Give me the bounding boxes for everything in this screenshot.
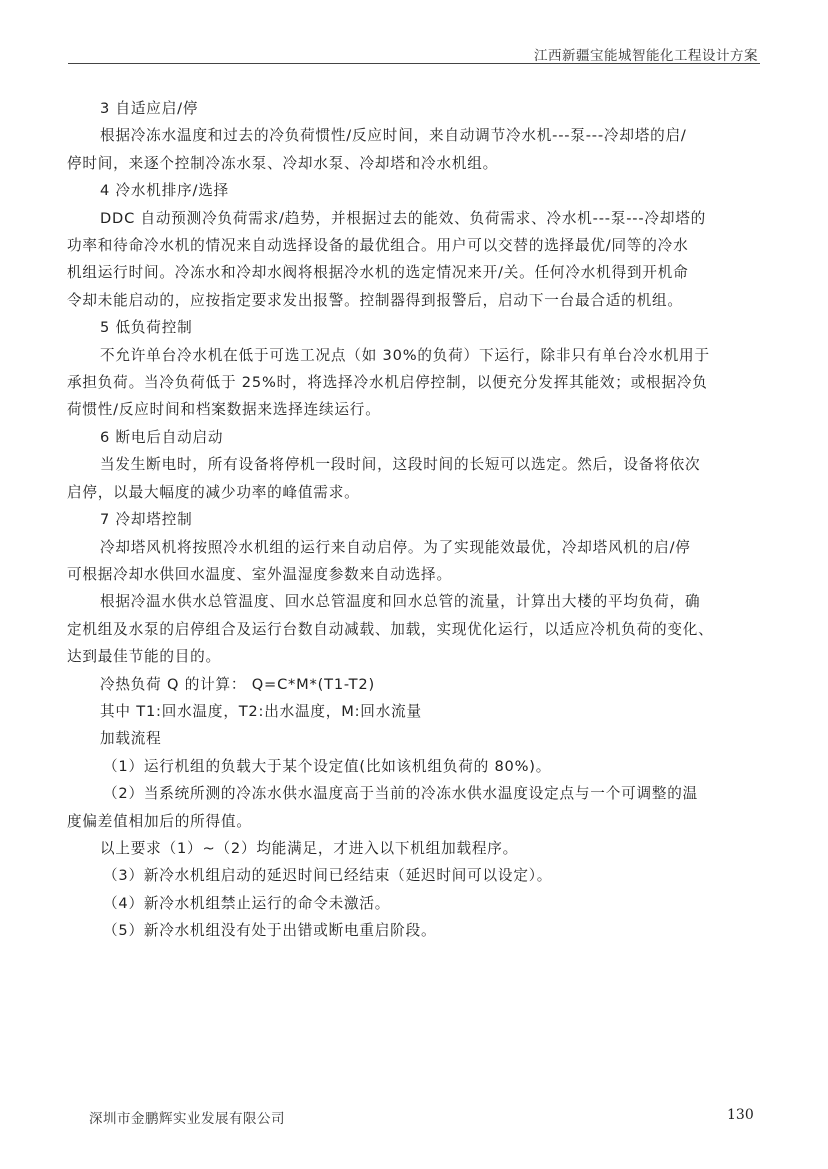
- body-paragraph-line: 当发生断电时，所有设备将停机一段时间，这段时间的长短可以选定。然后，设备将依次: [100, 456, 701, 474]
- footer-company-name: 深圳市金鹏辉实业发展有限公司: [89, 1111, 285, 1127]
- body-paragraph-line: 度偏差值相加后的所得值。: [67, 812, 252, 830]
- document-body: [67, 95, 772, 945]
- body-paragraph-line: DDC 自动预测冷负荷需求/趋势，并根据过去的能效、负荷需求、冷水机---泵---冷却塔的: [100, 209, 707, 227]
- body-paragraph-line: 停时间，来逐个控制冷冻水泵、冷却水泵、冷却塔和冷水机组。: [67, 154, 499, 172]
- section-heading-chiller-sequencing: 4 冷水机排序/选择: [100, 182, 229, 200]
- condition-item: （5）新冷水机组没有处于出错或断电重启阶段。: [103, 922, 437, 940]
- header-divider: [68, 63, 760, 64]
- document-header-title: 江西新疆宝能城智能化工程设计方案: [534, 48, 758, 64]
- body-paragraph-line: 功率和待命冷水机的情况来自动选择设备的最优组合。用户可以交替的选择最优/同等的冷水: [67, 237, 689, 255]
- body-paragraph-line: 令却未能启动的，应按指定要求发出报警。控制器得到报警后，启动下一台最合适的机组。: [67, 291, 683, 309]
- section-heading-adaptive-start-stop: 3 自适应启/停: [100, 100, 199, 117]
- body-paragraph-line: 机组运行时间。冷冻水和冷却水阀将根据冷水机的选定情况来开/关。任何冷水机得到开机命: [67, 264, 689, 282]
- condition-item: （3）新冷水机组启动的延迟时间已经结束（延迟时间可以设定）。: [103, 867, 553, 885]
- body-paragraph-line: 启停，以最大幅度的减少功率的峰值需求。: [67, 483, 360, 501]
- body-paragraph-line: 根据冷冻水温度和过去的冷负荷惯性/反应时间，来自动调节冷水机---泵---冷却塔的启/: [100, 127, 687, 145]
- body-paragraph-line: 以上要求（1）~（2）均能满足，才进入以下机组加载程序。: [100, 839, 519, 857]
- section-heading-auto-restart: 6 断电后自动启动: [100, 428, 224, 446]
- body-paragraph-line: 达到最佳节能的目的。: [67, 648, 221, 666]
- formula-legend-line: 其中 T1:回水温度，T2:出水温度，M:回水流量: [100, 702, 422, 720]
- condition-item: （4）新冷水机组禁止运行的命令未激活。: [103, 894, 391, 912]
- body-paragraph-line: 冷却塔风机将按照冷水机组的运行来自动启停。为了实现能效最优，冷却塔风机的启/停: [100, 538, 691, 556]
- body-paragraph-line: 根据冷温水供水总管温度、回水总管温度和回水总管的流量，计算出大楼的平均负荷，确: [100, 593, 701, 611]
- body-paragraph-line: 定机组及水泵的启停组合及运行台数自动减载、加载，实现优化运行，以适应冷机负荷的变化、: [67, 620, 714, 638]
- body-paragraph-line: 不允许单台冷水机在低于可选工况点（如 30%的负荷）下运行，除非只有单台冷水机用于: [100, 346, 710, 364]
- section-heading-low-load-control: 5 低负荷控制: [100, 319, 193, 337]
- load-formula-line: 冷热负荷 Q 的计算： Q=C*M*(T1-T2): [100, 675, 375, 693]
- page-number: 130: [727, 1107, 754, 1123]
- body-paragraph-line: 承担负荷。当冷负荷低于 25%时，将选择冷水机启停控制，以便充分发挥其能效；或根据冷负: [67, 374, 708, 392]
- body-paragraph-line: 可根据冷却水供回水温度、室外温湿度参数来自动选择。: [67, 565, 452, 583]
- section-heading-cooling-tower-control: 7 冷却塔控制: [100, 511, 193, 529]
- condition-item: （2）当系统所测的冷冻水供水温度高于当前的冷冻水供水温度设定点与一个可调整的温: [103, 785, 699, 803]
- subheading-loading-process: 加载流程: [100, 730, 162, 748]
- body-paragraph-line: 荷惯性/反应时间和档案数据来选择连续运行。: [67, 401, 381, 419]
- condition-item: （1）运行机组的负载大于某个设定值(比如该机组负荷的 80%)。: [103, 757, 552, 775]
